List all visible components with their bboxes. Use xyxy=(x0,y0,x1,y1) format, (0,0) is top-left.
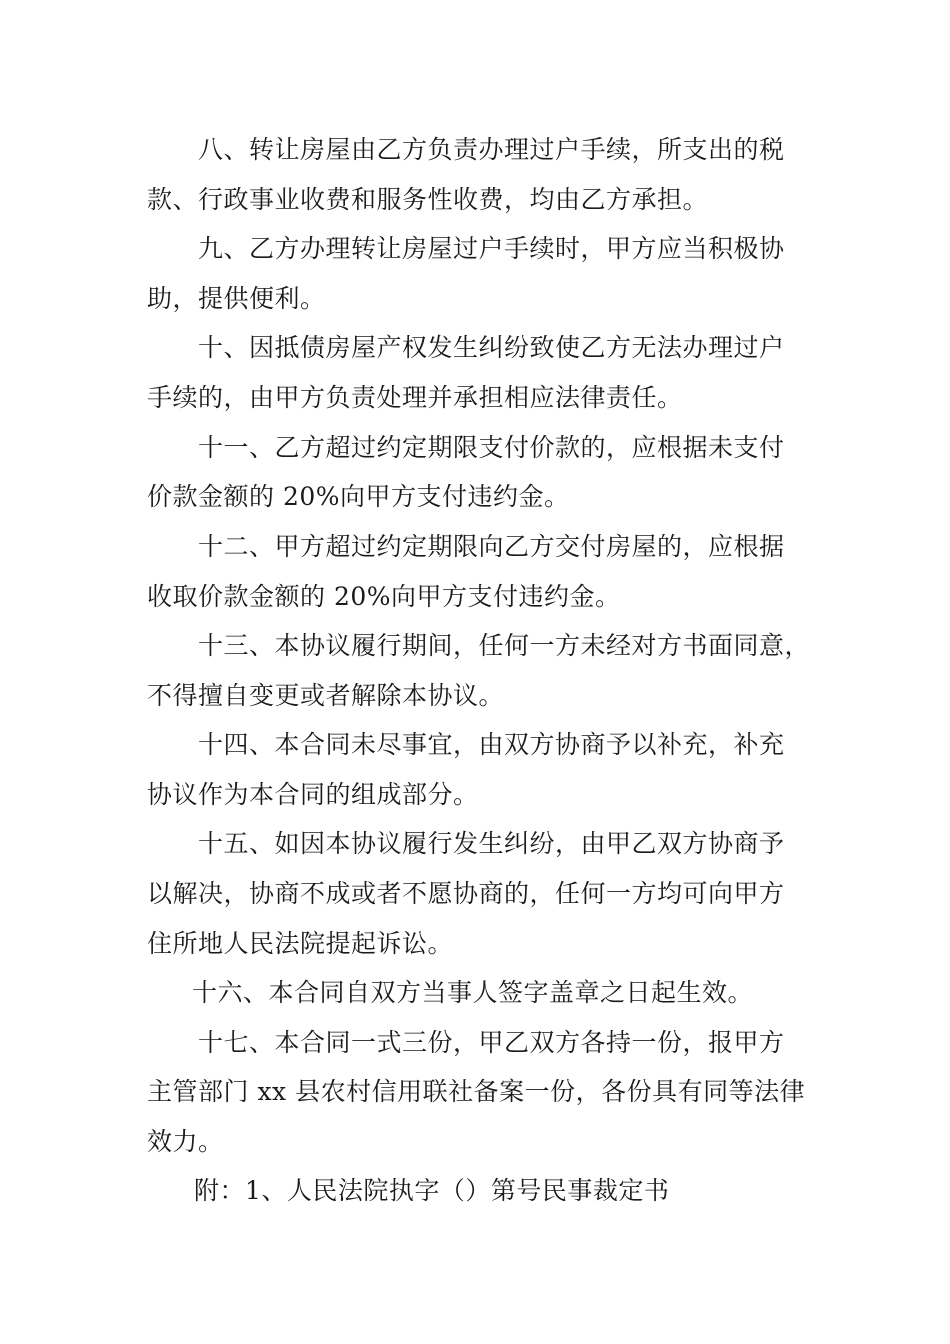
clause-11-line-1: 十一、乙方超过约定期限支付价款的，应根据未支付 xyxy=(198,433,785,462)
clause-8-line-1: 八、转让房屋由乙方负责办理过户手续，所支出的税 xyxy=(198,135,785,164)
clause-17-line-1: 十七、本合同一式三份，甲乙双方各持一份，报甲方 xyxy=(198,1028,785,1057)
clause-8-line-2: 款、行政事业收费和服务性收费，均由乙方承担。 xyxy=(147,185,709,214)
clause-16-line-1: 十六、本合同自双方当事人签字盖章之日起生效。 xyxy=(192,978,754,1007)
clause-12-line-1: 十二、甲方超过约定期限向乙方交付房屋的，应根据 xyxy=(198,532,785,561)
clause-14-line-1: 十四、本合同未尽事宜，由双方协商予以补充，补充 xyxy=(198,730,785,759)
clause-10-line-1: 十、因抵债房屋产权发生纠纷致使乙方无法办理过户 xyxy=(198,333,785,362)
attachment-line: 附：1、人民法院执字（）第号民事裁定书 xyxy=(194,1176,670,1205)
clause-17-line-2: 主管部门 xx 县农村信用联社备案一份，各份具有同等法律 xyxy=(147,1077,806,1106)
clause-9-line-1: 九、乙方办理转让房屋过户手续时，甲方应当积极协 xyxy=(198,234,785,263)
clause-13-line-1: 十三、本协议履行期间，任何一方未经对方书面同意， xyxy=(198,631,811,660)
clause-17-line-3: 效力。 xyxy=(147,1127,224,1156)
clause-15-line-1: 十五、如因本协议履行发生纠纷，由甲乙双方协商予 xyxy=(198,829,785,858)
clause-11-line-2: 价款金额的 20%向甲方支付违约金。 xyxy=(147,482,570,511)
clause-15-line-3: 住所地人民法院提起诉讼。 xyxy=(147,929,454,958)
clause-12-line-2: 收取价款金额的 20%向甲方支付违约金。 xyxy=(147,582,621,611)
clause-14-line-2: 协议作为本合同的组成部分。 xyxy=(147,780,479,809)
clause-9-line-2: 助，提供便利。 xyxy=(147,284,326,313)
clause-10-line-2: 手续的，由甲方负责处理并承担相应法律责任。 xyxy=(147,383,683,412)
clause-13-line-2: 不得擅自变更或者解除本协议。 xyxy=(147,681,505,710)
clause-15-line-2: 以解决，协商不成或者不愿协商的，任何一方均可向甲方 xyxy=(147,879,785,908)
